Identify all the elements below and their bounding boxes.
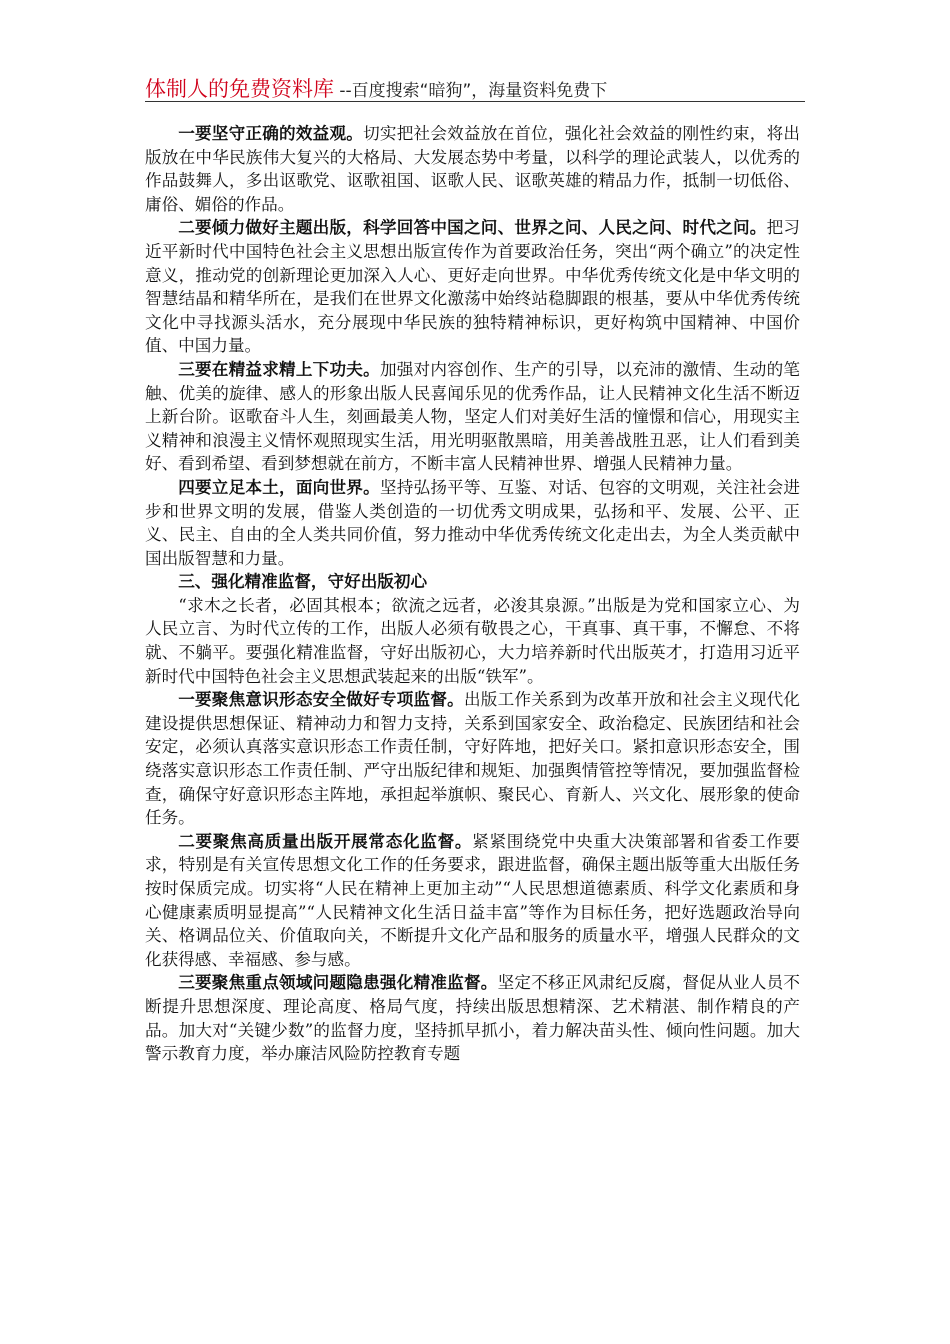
paragraph-text: 坚持弘扬平等、互鉴、对话、包容的文明观，关注社会进步和世界文明的发展，借鉴人类创造的一切优秀文明成果，弘扬和平、发展、公平、正义、民主、自由的全人类共同价值，努力推动中华优秀传统文化走出去，为全人类贡献中国出版智慧和力量。: [145, 477, 801, 568]
paragraph-text: 出版工作关系到为改革开放和社会主义现代化建设提供思想保证、精神动力和智力支持，关系到国家安全、政治稳定、民族团结和社会安定，必须认真落实意识形态工作责任制，守好阵地，把好关口。紧扣意识形态安全，围绕落实意识形态工作责任制、严守出版纪律和规矩、加强舆情管控等情况，要加强监督检查，确保守好意识形态主阵地，承担起举旗帜、聚民心、育新人、兴文化、展形象的使命任务。: [145, 690, 800, 828]
paragraph-lead: 一要聚焦意识形态安全做好专项监督。: [178, 689, 464, 710]
paragraph: [145, 971, 800, 1065]
paragraph: [145, 830, 800, 972]
document-body: [145, 122, 800, 1066]
paragraph: [145, 594, 800, 688]
paragraph-lead: 二要倾力做好主题出版，科学回答中国之问、世界之问、人民之问、时代之问。: [178, 217, 767, 238]
section-heading: 三、强化精准监督，守好出版初心: [178, 571, 428, 592]
paragraph-lead: 三要聚焦重点领域问题隐患强化精准监督。: [178, 972, 498, 993]
paragraph-lead: 三要在精益求精上下功夫。: [178, 358, 380, 379]
paragraph-lead: 一要坚守正确的效益观。: [178, 123, 364, 143]
paragraph-text: 紧紧围绕党中央重大决策部署和省委工作要求，特别是有关宣传思想文化工作的任务要求，跟进监督，确保主题出版等重大出版任务按时保质完成。切实将“人民在精神上更加主动”“人民思想道德素质、科学文化素质和身心健康素质明显提高”“人民精神文化生活日益丰富”等作为目标任务，把好选题政治导向关、格调品位关、价值取向关，不断提升文化产品和服务的质量水平，增强人民群众的文化获得感、幸福感、参与感。: [145, 831, 801, 969]
header-brand: 体制人的免费资料库: [145, 77, 334, 101]
paragraph: [145, 122, 800, 216]
paragraph: [145, 216, 800, 358]
paragraph: [145, 476, 800, 570]
paragraph-lead: 四要立足本土，面向世界。: [178, 476, 380, 497]
paragraph: [145, 358, 800, 476]
page-header: [145, 73, 805, 102]
paragraph-text: 切实把社会效益放在首位，强化社会效益的刚性约束，将出版放在中华民族伟大复兴的大格局、大发展态势中考量，以科学的理论武装人，以优秀的作品鼓舞人，多出讴歌党、讴歌祖国、讴歌人民、讴歌英雄的精品力作，抵制一切低俗、庸俗、媚俗的作品。: [145, 124, 801, 214]
paragraph-lead: 二要聚焦高质量出版开展常态化监督。: [178, 830, 473, 851]
paragraph: [145, 688, 800, 830]
header-slogan: --百度搜索“暗狗”，海量资料免费下: [334, 81, 608, 101]
paragraph-text: 加强对内容创作、生产的引导，以充沛的激情、生动的笔触、优美的旋律、感人的形象出版人民喜闻乐见的优秀作品，让人民精神文化生活不断迈上新台阶。讴歌奋斗人生，刻画最美人物，坚定人们对美好生活的憧憬和信心，用现实主义精神和浪漫主义情怀观照现实生活，用光明驱散黑暗，用美善战胜丑恶，让人们看到美好、看到希望、看到梦想就在前方，不断丰富人民精神世界、增强人民精神力量。: [145, 359, 801, 474]
paragraph-text: 坚定不移正风肃纪反腐，督促从业人员不断提升思想深度、理论高度、格局气度，持续出版思想精深、艺术精湛、制作精良的产品。加大对“关键少数”的监督力度，坚持抓早抓小，着力解决苗头性、倾向性问题。加大警示教育力度，举办廉洁风险防控教育专题: [145, 973, 800, 1064]
paragraph-text: “求木之长者，必固其根本；欲流之远者，必浚其泉源。”出版是为党和国家立心、为人民立言、为时代立传的工作，出版人必须有敬畏之心，干真事、真干事，不懈怠、不将就、不躺平。要强化精准监督，守好出版初心，大力培养新时代出版英才，打造用习近平新时代中国特色社会主义思想武装起来的出版“铁军”。: [145, 595, 800, 686]
paragraph-text: 把习近平新时代中国特色社会主义思想出版宣传作为首要政治任务，突出“两个确立”的决定性意义，推动党的创新理论更加深入人心、更好走向世界。中华优秀传统文化是中华文明的智慧结晶和精华所在，是我们在世界文化激荡中始终站稳脚跟的根基，要从中华优秀传统文化中寻找源头活水，充分展现中华民族的独特精神标识，更好构筑中国精神、中国价值、中国力量。: [145, 218, 800, 356]
